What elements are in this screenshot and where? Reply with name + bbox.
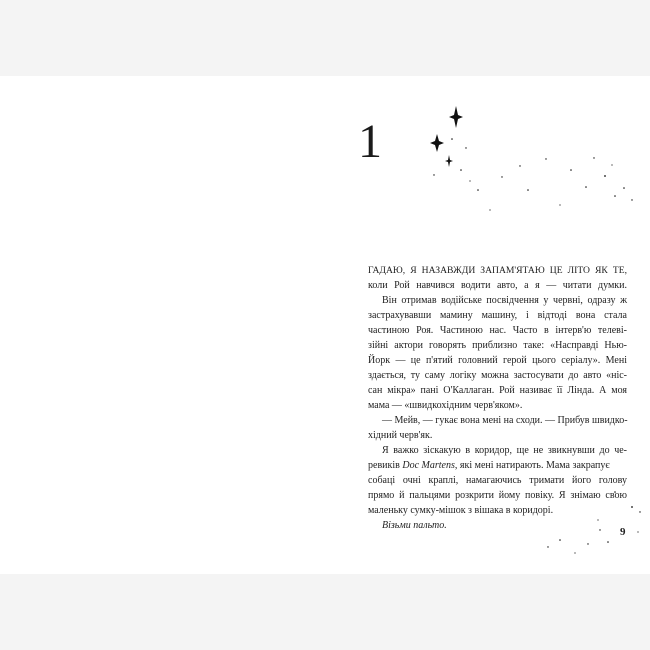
text-line: Я важко зіскакую в коридор, ще не звикнувши до че-	[382, 445, 627, 456]
text-line: застрахувавши мамину машину, і відтоді вона стала	[368, 310, 627, 321]
text-line: частиною Роя. Частиною нас. Часто в інтерв'ю телеві-	[368, 325, 627, 336]
text-line: Він отримав водійське посвідчення у червні, одразу ж	[382, 295, 627, 306]
brand-name: Doc Martens	[402, 460, 455, 471]
text-line: маленьку сумку-мішок з вішака в коридорі.	[368, 505, 554, 516]
text-line: здається, ту саму логіку можна застосувати до авто «ніс-	[368, 370, 627, 381]
text-line: Візьми пальто.	[382, 520, 447, 531]
star-icon	[449, 106, 463, 128]
text-line: зійні актори говорять приблизно таке: «Насправді Нью-	[368, 340, 627, 351]
text-line: прямо й пальцями розкрити йому повіку. Я знімаю свою	[368, 490, 627, 501]
page-number: 9	[620, 526, 626, 538]
star-icon	[445, 155, 453, 167]
text-line	[368, 458, 627, 473]
text-segment: ревиків	[368, 460, 403, 471]
text-line: Йорк — це п'ятий головний герой цього серіалу». Мені	[368, 355, 627, 366]
text-line: собаці очні краплі, намагаючись тримати його голову	[368, 475, 627, 486]
star-icon	[430, 134, 444, 152]
text-line: мама — «швидкохідним черв'яком».	[368, 400, 523, 411]
text-segment: , які мені натирають. Мама закрапує	[454, 460, 610, 471]
text-line: ГАДАЮ, Я НАЗАВЖДИ ЗАПАМ'ЯТАЮ ЦЕ ЛІТО ЯК ТЕ,	[368, 265, 627, 276]
text-line: — Мейв, — гукає вона мені на сходи. — Прибув швидко-	[382, 415, 628, 426]
text-line: сан мікра» пані О'Каллаган. Рой називає її Лінда. А моя	[368, 385, 627, 396]
text-line: коли Рой навчився водити авто, а я — читати думки.	[368, 280, 627, 291]
chapter-number: 1	[358, 115, 382, 168]
text-line: хідний черв'як.	[368, 430, 433, 441]
